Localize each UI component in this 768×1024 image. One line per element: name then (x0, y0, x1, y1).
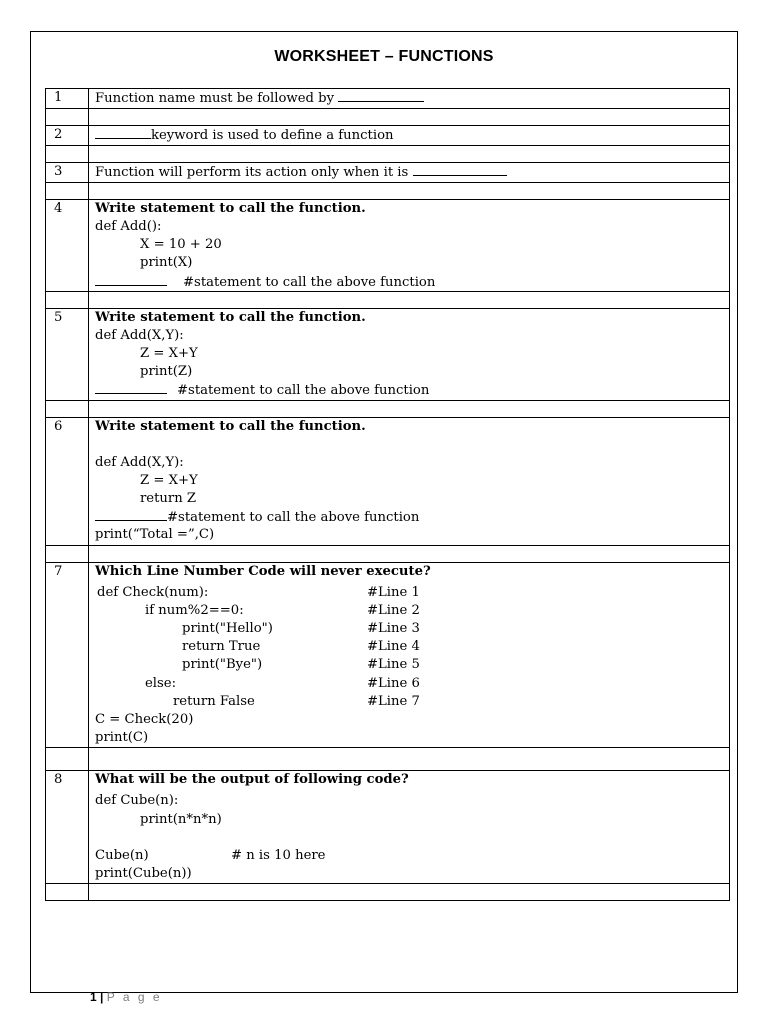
question-heading: What will be the output of following code? (95, 772, 409, 788)
question-row-8 (46, 771, 730, 884)
code-line: return True #Line 4 (182, 639, 420, 655)
line-comment: #Line 2 (367, 602, 420, 618)
question-row-3 (46, 163, 730, 183)
line-comment: #Line 1 (367, 584, 420, 600)
line-comment: #Line 3 (367, 621, 420, 636)
question-body (89, 308, 730, 400)
call-statement-line: #statement to call the above function (95, 381, 723, 399)
code-line: print(Cube(n)) (95, 866, 192, 882)
page-label: P a g e (106, 990, 163, 1004)
line-comment: #Line 4 (367, 639, 420, 655)
question-body (89, 200, 730, 292)
question-row-4 (46, 200, 730, 292)
answer-blank[interactable] (95, 381, 167, 394)
code-line: def Check(num): #Line 1 (97, 584, 420, 600)
code-line: print("Bye") #Line 5 (182, 657, 420, 673)
question-text: Function name must be followed by (89, 89, 730, 109)
code-line: return False #Line 7 (173, 693, 420, 709)
code-line: def Add(X,Y): (95, 454, 184, 470)
line-comment: #Line 6 (367, 675, 420, 691)
answer-blank[interactable] (95, 508, 167, 521)
code-line: if num%2==0: #Line 2 (145, 602, 420, 618)
worksheet-title: WORKSHEET – FUNCTIONS (274, 48, 494, 65)
code-line: Z = X+Y (140, 345, 198, 361)
code-line: def Cube(n): (95, 793, 179, 809)
question-number: 1 (46, 89, 89, 109)
code-line: print("Hello") #Line 3 (182, 621, 420, 636)
question-text: keyword is used to define a function (89, 126, 730, 146)
question-body (89, 417, 730, 545)
code-line: print(Z) (140, 364, 193, 380)
code-line: print(C) (95, 730, 149, 746)
question-heading: Write statement to call the function. (95, 418, 366, 434)
worksheet-table (45, 88, 730, 901)
page-footer (90, 990, 162, 1004)
question-row-6 (46, 417, 730, 545)
question-heading: Write statement to call the function. (95, 201, 366, 216)
page-number: 1 (90, 990, 97, 1004)
code-line: X = 10 + 20 (140, 237, 222, 253)
code-line: Z = X+Y (140, 472, 198, 488)
question-body (89, 771, 730, 884)
question-text: Function will perform its action only when it is (89, 163, 730, 183)
question-number: 7 (46, 562, 89, 748)
question-number: 6 (46, 417, 89, 545)
code-line: def Add(): (95, 219, 162, 234)
question-row-1 (46, 89, 730, 109)
call-statement-line: #statement to call the above function (95, 508, 723, 526)
code-line: C = Check(20) (95, 711, 194, 727)
question-row-5 (46, 308, 730, 400)
code-line: print(“Total =”,C) (95, 527, 215, 543)
answer-blank[interactable] (95, 126, 151, 139)
code-line: Cube(n) # n is 10 here (95, 847, 326, 863)
question-heading: Which Line Number Code will never execute? (95, 563, 431, 579)
code-line: def Add(X,Y): (95, 327, 184, 343)
question-row-2 (46, 126, 730, 146)
call-statement-line: #statement to call the above function (95, 273, 723, 291)
question-row-7 (46, 562, 730, 748)
answer-blank[interactable] (95, 273, 167, 286)
line-comment: # n is 10 here (231, 847, 326, 863)
code-line: else: #Line 6 (145, 675, 420, 691)
line-comment: #Line 7 (367, 693, 420, 709)
question-number: 8 (46, 771, 89, 884)
question-number: 3 (46, 163, 89, 183)
line-comment: #Line 5 (367, 657, 420, 673)
question-number: 4 (46, 200, 89, 292)
question-number: 5 (46, 308, 89, 400)
answer-blank[interactable] (338, 89, 424, 102)
footer-separator: | (100, 990, 104, 1004)
code-line: return Z (140, 491, 197, 507)
answer-blank[interactable] (413, 163, 507, 176)
question-number: 2 (46, 126, 89, 146)
code-line: print(X) (140, 255, 193, 271)
question-heading: Write statement to call the function. (95, 309, 366, 325)
code-line: print(n*n*n) (140, 811, 222, 827)
question-body (89, 562, 730, 748)
